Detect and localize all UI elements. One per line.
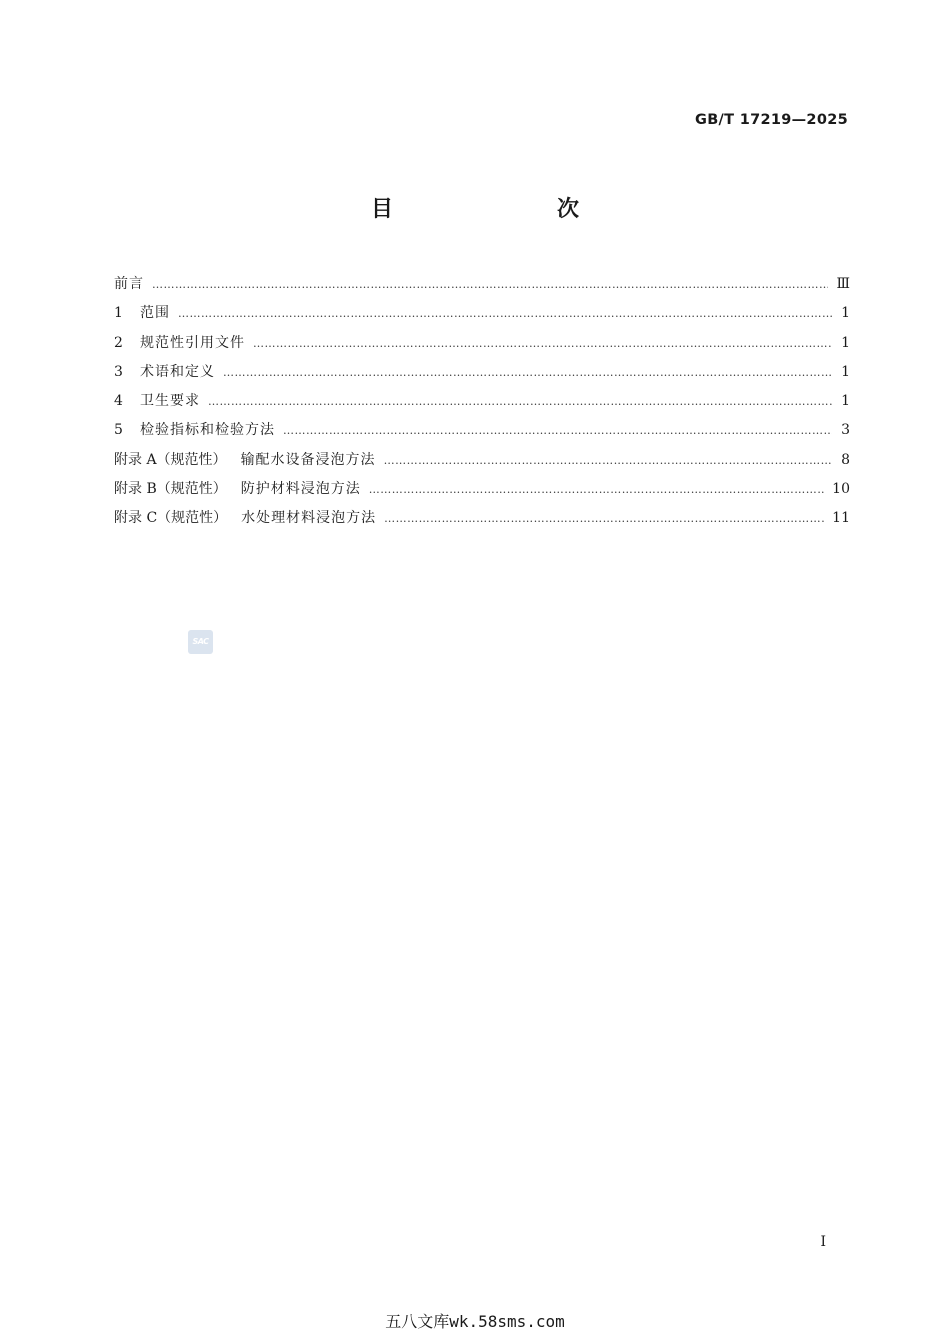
footer-site-watermark: 五八文库wk.58sms.com [385,1312,565,1331]
toc-annex-prefix: 附录 C（规范性） [114,510,228,527]
toc-leader-dots [384,504,824,533]
toc-leader-dots [208,387,832,416]
toc-entry-annex-a[interactable] [114,446,850,475]
toc-entry-page: 10 [832,481,850,498]
table-of-contents [114,270,850,534]
toc-entry-text: 检验指标和检验方法 [140,422,275,439]
toc-entry-text: 输配水设备浸泡方法 [240,451,376,468]
toc-entry-page: 3 [841,422,850,439]
toc-entry-page: 11 [832,510,850,527]
toc-entry-page: Ⅲ [836,276,850,292]
page-number: I [820,1234,826,1250]
toc-entry-text: 范围 [140,305,170,322]
toc-entry-number: 4 [114,393,123,410]
toc-annex-prefix: 附录 A（规范性） [114,451,227,468]
toc-entry-number: 3 [114,363,123,380]
toc-entry-text: 规范性引用文件 [140,334,245,351]
standard-code: GB/T 17219—2025 [695,112,848,128]
toc-entry-text: 卫生要求 [140,393,200,410]
toc-entry-test-methods[interactable] [114,416,850,445]
toc-entry-number: 1 [114,305,123,322]
toc-entry-text: 术语和定义 [140,363,215,380]
toc-leader-dots [223,358,832,387]
toc-entry-page: 1 [841,334,850,351]
toc-entry-scope[interactable] [114,299,850,328]
toc-annex-prefix: 附录 B（规范性） [114,481,227,498]
toc-entry-hygiene-requirements[interactable] [114,387,850,416]
toc-leader-dots [369,475,824,504]
toc-entry-page: 1 [841,305,850,322]
toc-entry-annex-b[interactable] [114,475,850,504]
toc-leader-dots [253,329,832,358]
toc-entry-text: 水处理材料浸泡方法 [241,510,377,527]
toc-entry-annex-c[interactable] [114,504,850,533]
toc-entry-page: 1 [841,363,850,380]
toc-entry-text: 防护材料浸泡方法 [240,481,361,498]
toc-entry-normative-references[interactable] [114,329,850,358]
toc-leader-dots [384,446,832,475]
toc-entry-page: 8 [841,451,850,468]
toc-entry-number: 2 [114,334,123,351]
toc-title: 目 次 [370,197,619,222]
toc-leader-dots [152,270,828,299]
sac-watermark-logo: SAC [188,630,213,654]
toc-entry-foreword[interactable] [114,270,850,299]
toc-leader-dots [178,299,832,328]
toc-entry-number: 5 [114,422,123,439]
toc-leader-dots [283,416,832,445]
toc-entry-page: 1 [841,393,850,410]
toc-entry-terms-definitions[interactable] [114,358,850,387]
toc-entry-text: 前言 [114,276,144,292]
